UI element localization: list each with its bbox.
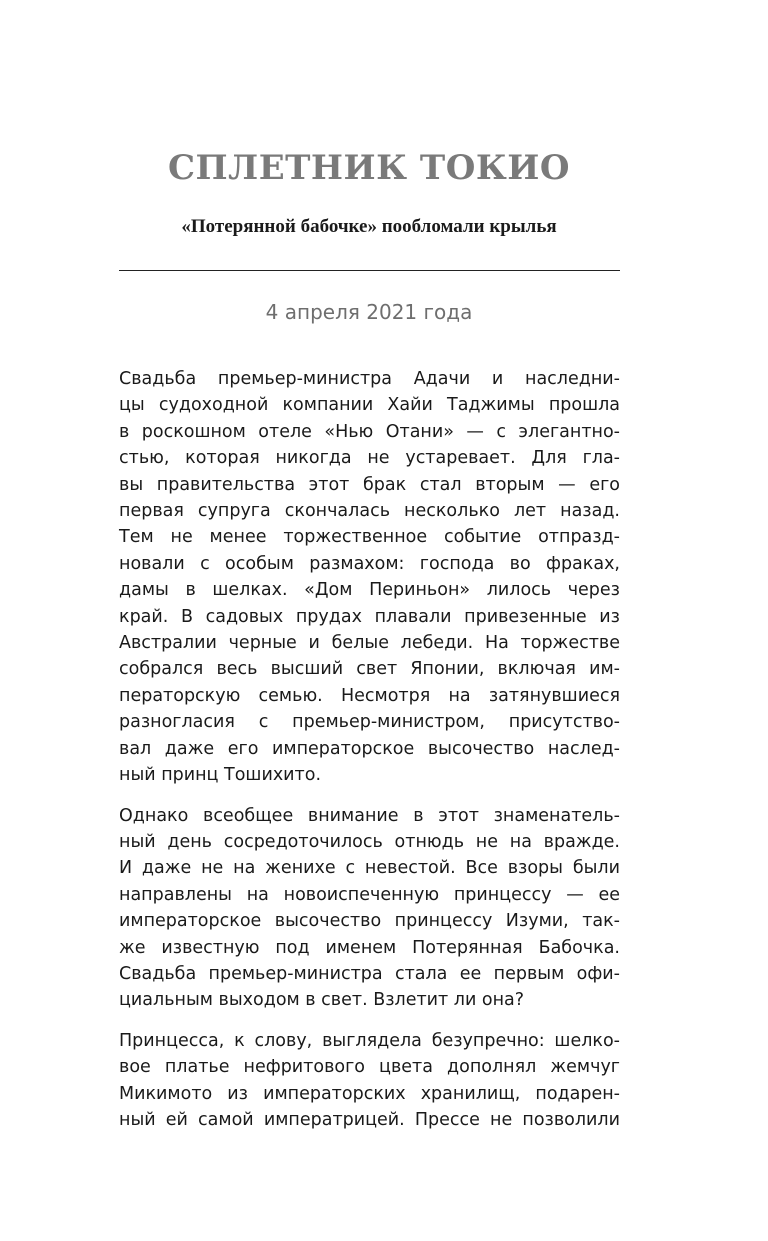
- text-line: стью, которая никогда не устаревает. Для гла-: [119, 448, 620, 469]
- text-line: вы правительства этот брак стал вторым — его: [119, 474, 620, 495]
- text-line: Однако всеобщее внимание в этот знаменатель-: [119, 805, 620, 826]
- text-line: Тем не менее торжественное событие отпразд-: [119, 527, 620, 548]
- text-line: вал даже его императорское высочество наслед-: [119, 738, 620, 759]
- text-line: Свадьба премьер-министра Адачи и наследни-: [119, 369, 620, 389]
- text-line: разногласия с премьер-министром, присутство-: [119, 712, 620, 733]
- text-line: же известную под именем Потерянная Бабочка.: [119, 937, 620, 958]
- article-date: 4 апреля 2021 года: [265, 300, 473, 324]
- text-line: Австралии черные и белые лебеди. На торжестве: [119, 633, 620, 654]
- text-line: Принцесса, к слову, выглядела безупречно: шелко-: [119, 1030, 620, 1051]
- paragraph: [119, 366, 620, 789]
- paragraph: [119, 1028, 620, 1134]
- text-line: собрался весь высший свет Японии, включая им-: [119, 659, 620, 680]
- text-line: в роскошном отеле «Нью Отани» — с элегантно-: [119, 421, 620, 442]
- text-line: новали с особым размахом: господа во фраках,: [119, 553, 620, 574]
- text-line: ный принц Тошихито.: [119, 765, 322, 786]
- paragraph: [119, 803, 620, 1014]
- divider-rule: [119, 270, 620, 271]
- text-line: цы судоходной компании Хайи Таджимы прошла: [119, 395, 620, 416]
- text-line: ператорскую семью. Несмотря на затянувшиеся: [119, 685, 620, 706]
- text-line: вое платье нефритового цвета дополнял жемчуг: [119, 1057, 620, 1078]
- text-line: первая супруга скончалась несколько лет назад.: [119, 501, 620, 522]
- text-line: циальным выходом в свет. Взлетит ли она?: [119, 990, 525, 1011]
- section-title: СПЛЕТНИК ТОКИО: [167, 148, 571, 188]
- text-line: ный ей самой императрицей. Прессе не позволили: [119, 1109, 620, 1130]
- text-line: И даже не на женихе с невестой. Все взоры были: [119, 858, 620, 879]
- text-line: Свадьба премьер-министра стала ее первым офи-: [119, 963, 620, 984]
- text-line: дамы в шелках. «Дом Периньон» лилось через: [119, 580, 620, 601]
- text-line: край. В садовых прудах плавали привезенные из: [119, 606, 620, 627]
- text-line: Микимото из императорских хранилищ, подарен-: [119, 1083, 620, 1104]
- article-body: [119, 366, 620, 1147]
- text-line: императорское высочество принцессу Изуми, так-: [119, 911, 620, 932]
- text-line: ный день сосредоточилось отнюдь не на вражде.: [119, 831, 620, 852]
- article-headline: «Потерянной бабочке» пообломали крылья: [181, 216, 557, 237]
- text-line: направлены на новоиспеченную принцессу — ее: [119, 884, 620, 905]
